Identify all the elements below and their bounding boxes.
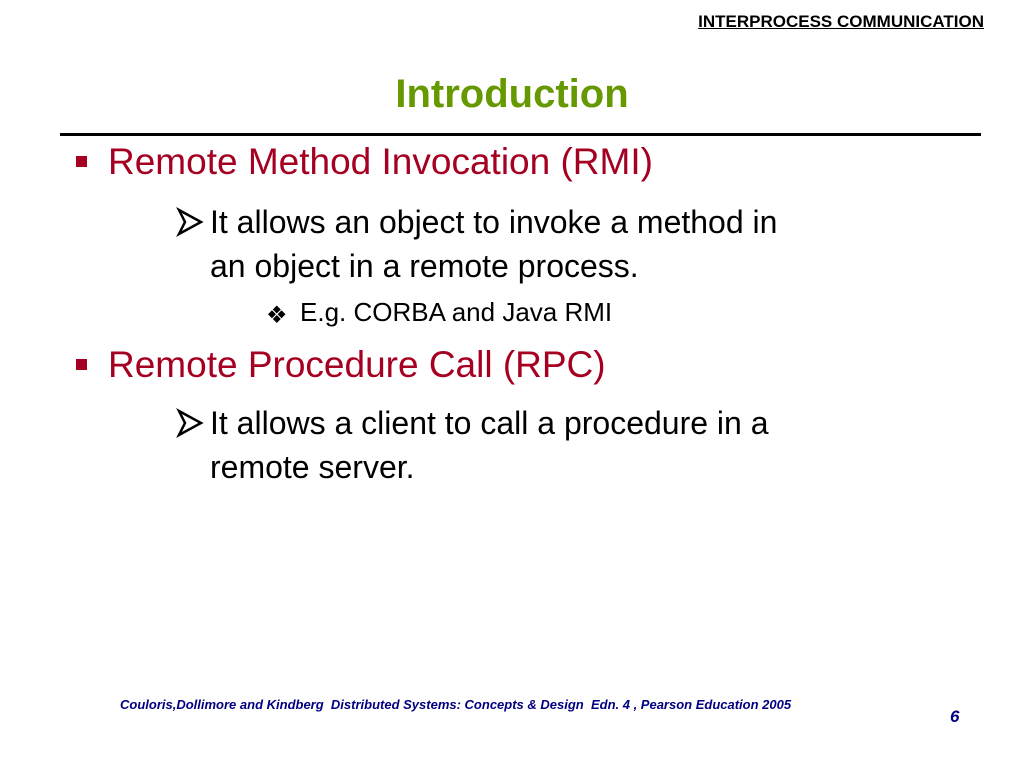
slide-title: Introduction [395, 72, 629, 116]
bullet-heading: Remote Method Invocation (RMI) [108, 141, 653, 182]
header-label: INTERPROCESS COMMUNICATION [698, 12, 984, 31]
square-bullet-icon [76, 359, 87, 370]
sub-bullet-line: It allows a client to call a procedure in a [210, 405, 769, 441]
footer-credit: Couloris,Dollimore and Kindberg Distributed Systems: Concepts & Design Edn. 4 , Pearson Education 2005 [120, 697, 792, 712]
sub-bullet-text [210, 200, 777, 288]
bullet-heading: Remote Procedure Call (RPC) [108, 344, 606, 385]
example-text: E.g. CORBA and Java RMI [300, 297, 613, 327]
arrow-bullet-icon [176, 408, 204, 438]
sub-bullet-line: It allows an object to invoke a method in [210, 204, 778, 240]
square-bullet-icon [76, 156, 87, 167]
page-number: 6 [950, 707, 960, 726]
title-divider [60, 133, 981, 136]
arrow-bullet-icon [176, 207, 204, 237]
sub-bullet-line: an object in a remote process. [210, 248, 639, 284]
sub-bullet-text [210, 401, 769, 489]
sub-bullet-line: remote server. [210, 449, 415, 485]
diamond-bullet-icon: ❖ [266, 302, 288, 329]
